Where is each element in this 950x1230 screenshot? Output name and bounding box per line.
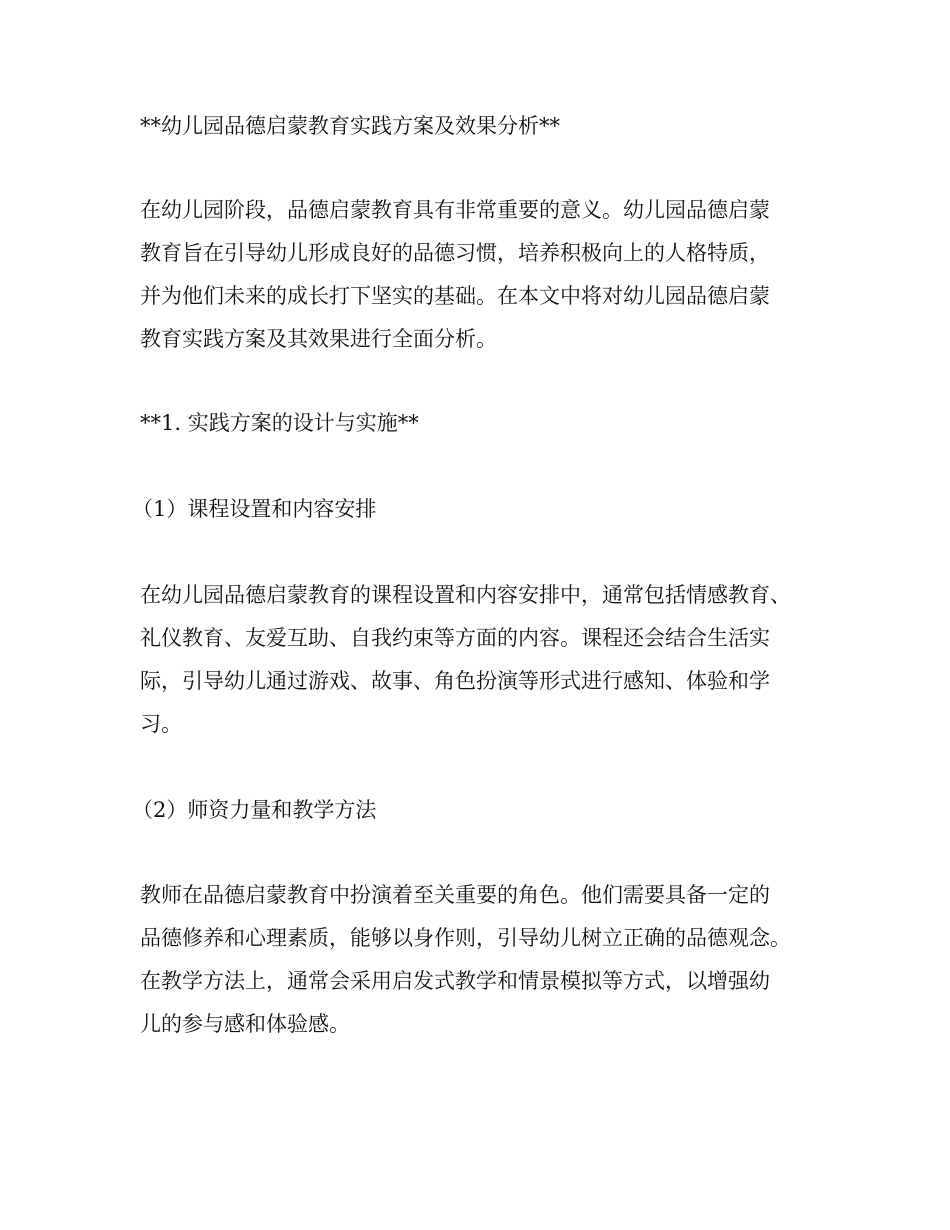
subsection-1-line-1: 在幼儿园品德启蒙教育的课程设置和内容安排中，通常包括情感教育、 <box>140 583 791 607</box>
subsection-2-line-4: 儿的参与感和体验感。 <box>140 1012 350 1036</box>
subsection-2-heading: （2）师资力量和教学方法 <box>132 798 377 822</box>
subsection-1-line-3: 际，引导幼儿通过游戏、故事、角色扮演等形式进行感知、体验和学 <box>140 669 770 693</box>
subsection-1-line-4: 习。 <box>140 712 182 736</box>
section-1-heading: **1. 实践方案的设计与实施** <box>140 411 419 435</box>
document-title: **幼儿园品德启蒙教育实践方案及效果分析** <box>140 114 560 138</box>
subsection-2-line-2: 品德修养和心理素质，能够以身作则，引导幼儿树立正确的品德观念。 <box>140 926 791 950</box>
intro-line-4: 教育实践方案及其效果进行全面分析。 <box>140 327 497 351</box>
intro-line-2: 教育旨在引导幼儿形成良好的品德习惯，培养积极向上的人格特质， <box>140 241 770 265</box>
subsection-2-line-3: 在教学方法上，通常会采用启发式教学和情景模拟等方式，以增强幼 <box>140 969 770 993</box>
intro-line-1: 在幼儿园阶段，品德启蒙教育具有非常重要的意义。幼儿园品德启蒙 <box>140 198 770 222</box>
subsection-1-line-2: 礼仪教育、友爱互助、自我约束等方面的内容。课程还会结合生活实 <box>140 626 770 650</box>
subsection-2-line-1: 教师在品德启蒙教育中扮演着至关重要的角色。他们需要具备一定的 <box>140 883 770 907</box>
intro-line-3: 并为他们未来的成长打下坚实的基础。在本文中将对幼儿园品德启蒙 <box>140 284 770 308</box>
subsection-1-heading: （1）课程设置和内容安排 <box>132 497 377 521</box>
